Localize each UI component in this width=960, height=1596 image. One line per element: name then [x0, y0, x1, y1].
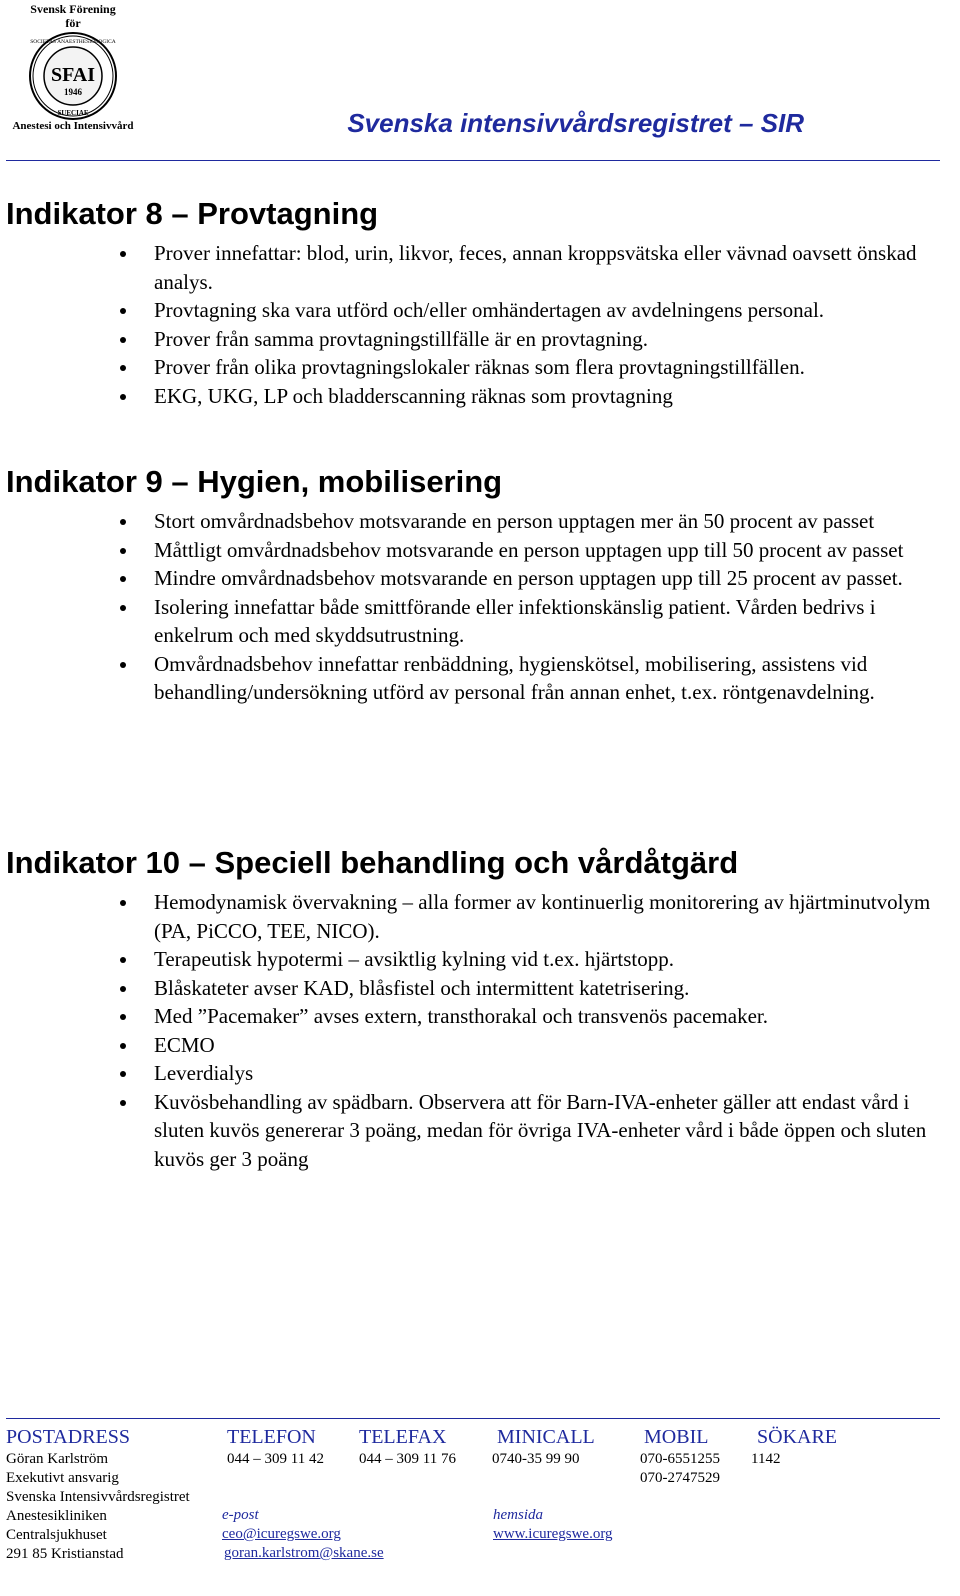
section-heading-indikator-8: Indikator 8 – Provtagning	[6, 196, 379, 231]
contact-mobil-1: 070-6551255	[640, 1451, 720, 1467]
contact-sokare: 1142	[751, 1451, 781, 1467]
seal-year: 1946	[64, 87, 82, 97]
list-item: Hemodynamisk övervakning – alla former av kontinuerlig monitorering av hjärtminutvolym (PA, PiCCO, TEE, NICO).	[154, 888, 944, 945]
list-item: Leverdialys	[154, 1059, 944, 1088]
logo-text-line2: för	[65, 16, 81, 30]
bullet-list-indikator-10	[154, 888, 944, 1173]
seal-ring-bottom: SUECIAE	[57, 109, 89, 117]
contact-minicall: 0740-35 99 90	[492, 1451, 580, 1467]
footer-contact-block	[6, 1426, 940, 1596]
sfai-logo	[6, 2, 140, 138]
epost-label: e-post	[222, 1507, 259, 1523]
header-divider	[6, 160, 940, 161]
sfai-seal-icon	[28, 31, 118, 121]
website-link[interactable]: www.icuregswe.org	[493, 1526, 613, 1542]
hemsida-label: hemsida	[493, 1507, 543, 1523]
email-link-ceo[interactable]: ceo@icuregswe.org	[222, 1526, 341, 1542]
contact-telefax: 044 – 309 11 76	[359, 1451, 456, 1467]
contact-role: Exekutivt ansvarig	[6, 1470, 119, 1486]
list-item: Isolering innefattar både smittförande eller infektionskänslig patient. Vården bedrivs i enkelrum och med skyddsutrustning.	[154, 593, 944, 650]
list-item: ECMO	[154, 1031, 944, 1060]
list-item: Provtagning ska vara utförd och/eller omhändertagen av avdelningens personal.	[154, 296, 944, 325]
contact-organisation: Svenska Intensivvårdsregistret	[6, 1489, 190, 1505]
list-item: Stort omvårdnadsbehov motsvarande en person upptagen mer än 50 procent av passet	[154, 507, 944, 536]
footer-header-minicall: MINICALL	[497, 1426, 595, 1448]
list-item: Blåskateter avser KAD, blåsfistel och intermittent katetrisering.	[154, 974, 944, 1003]
footer-header-postadress: POSTADRESS	[6, 1426, 130, 1448]
seal-ring-top: SOCIETAS ANAESTHESIOLOGICA	[30, 39, 116, 45]
list-item: Omvårdnadsbehov innefattar renbäddning, hygienskötsel, mobilisering, assistens vid behandling/undersökning utförd av personal från annan enhet, t.ex. röntgenavdelning.	[154, 650, 944, 707]
section-heading-indikator-10: Indikator 10 – Speciell behandling och vårdåtgärd	[6, 845, 739, 880]
logo-text-line1: Svensk Förening	[30, 2, 116, 16]
footer-header-telefon: TELEFON	[227, 1426, 316, 1448]
contact-hospital: Centralsjukhuset	[6, 1527, 107, 1543]
email-link-personal[interactable]: goran.karlstrom@skane.se	[224, 1545, 384, 1561]
footer-header-telefax: TELEFAX	[359, 1426, 447, 1448]
list-item: Prover från olika provtagningslokaler räknas som flera provtagningstillfällen.	[154, 353, 944, 382]
page-title: Svenska intensivvårdsregistret – SIR	[347, 108, 804, 138]
list-item: Terapeutisk hypotermi – avsiktlig kylning vid t.ex. hjärtstopp.	[154, 945, 944, 974]
footer-header-mobil: MOBIL	[644, 1426, 709, 1448]
bullet-list-indikator-8	[154, 239, 944, 410]
contact-telefon: 044 – 309 11 42	[227, 1451, 324, 1467]
bullet-list-indikator-9	[154, 507, 944, 707]
list-item: Kuvösbehandling av spädbarn. Observera att för Barn-IVA-enheter gäller att endast vård i sluten kuvös genererar 3 poäng, medan för övriga IVA-enheter vård i både öppen och sluten kuvös ger 3 poäng	[154, 1088, 944, 1174]
contact-mobil-2: 070-2747529	[640, 1470, 720, 1486]
section-heading-indikator-9: Indikator 9 – Hygien, mobilisering	[6, 464, 503, 499]
contact-postal-address: 291 85 Kristianstad	[6, 1546, 124, 1562]
list-item: EKG, UKG, LP och bladderscanning räknas som provtagning	[154, 382, 944, 411]
list-item: Prover från samma provtagningstillfälle är en provtagning.	[154, 325, 944, 354]
logo-caption: Anestesi och Intensivvård	[12, 120, 134, 132]
footer-divider	[6, 1418, 940, 1419]
list-item: Måttligt omvårdnadsbehov motsvarande en person upptagen upp till 50 procent av passet	[154, 536, 944, 565]
list-item: Med ”Pacemaker” avses extern, transthorakal och transvenös pacemaker.	[154, 1002, 944, 1031]
contact-clinic: Anestesikliniken	[6, 1508, 107, 1524]
seal-text: SFAI	[50, 64, 96, 86]
list-item: Prover innefattar: blod, urin, likvor, feces, annan kroppsvätska eller vävnad oavsett önskad analys.	[154, 239, 944, 296]
contact-name: Göran Karlström	[6, 1451, 109, 1467]
footer-header-sokare: SÖKARE	[757, 1426, 838, 1448]
list-item: Mindre omvårdnadsbehov motsvarande en person upptagen upp till 25 procent av passet.	[154, 564, 944, 593]
